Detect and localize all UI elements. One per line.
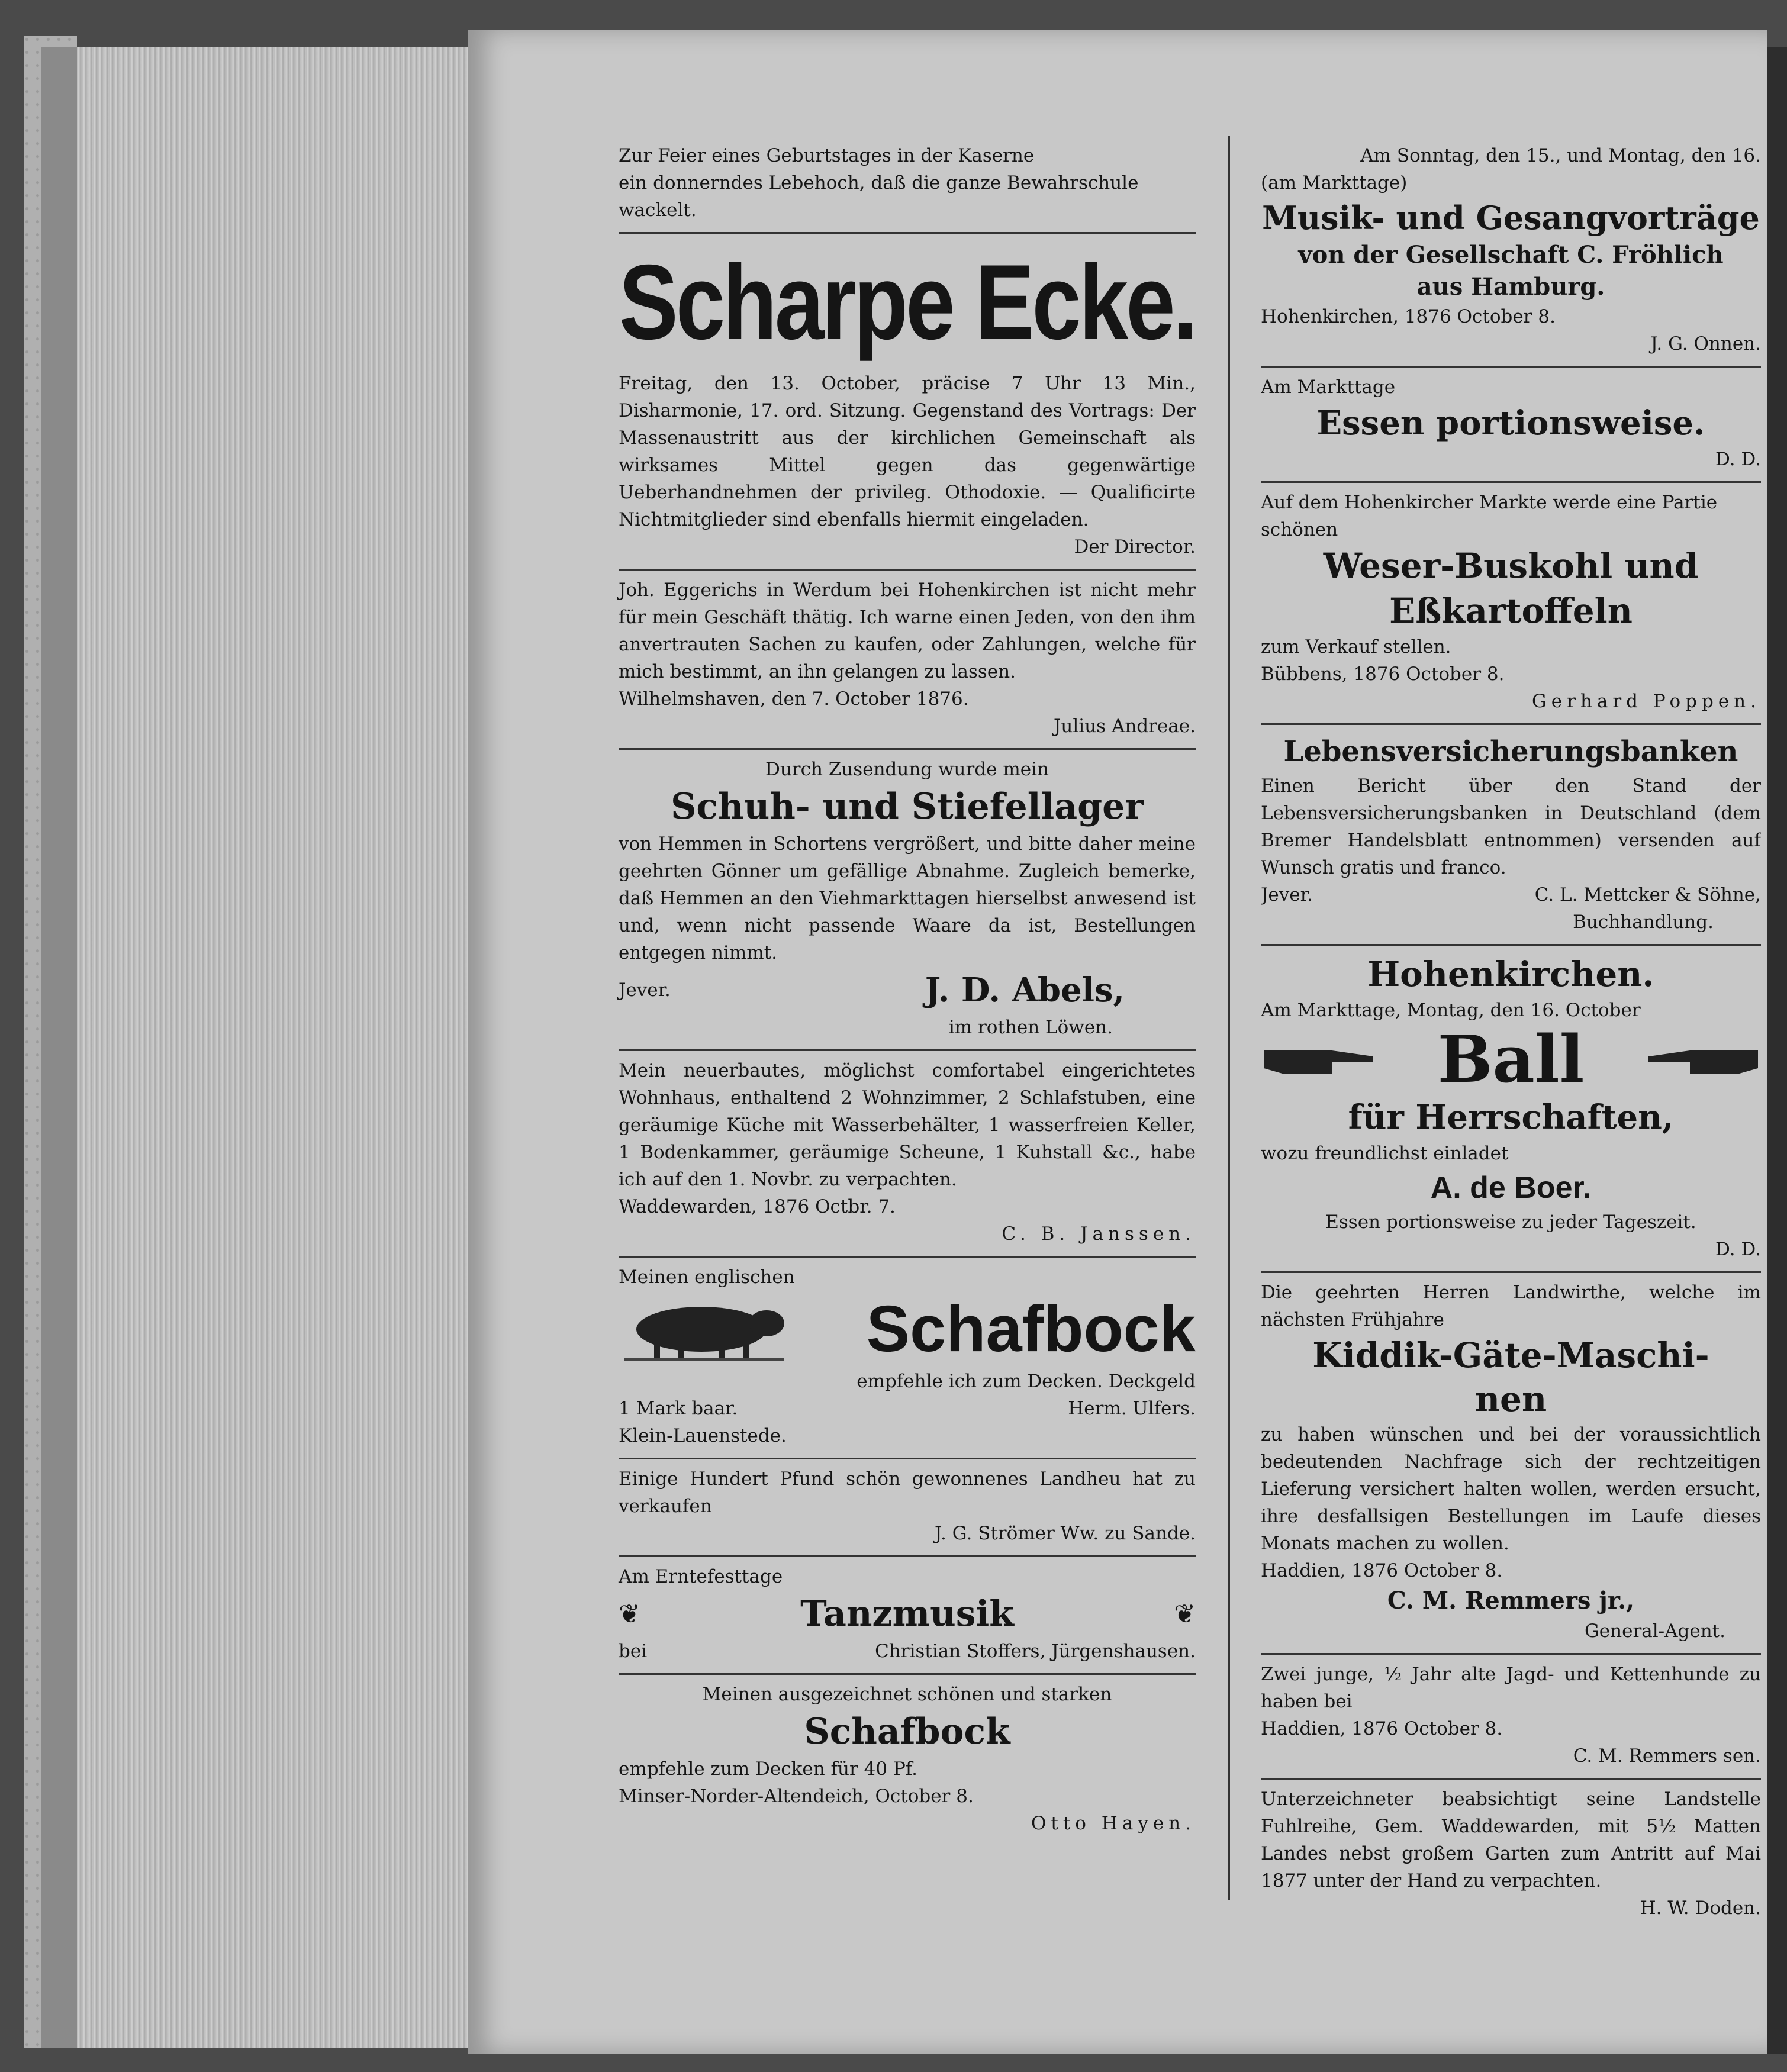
book-binding-right xyxy=(1767,47,1787,2054)
pointing-hand-right-icon xyxy=(1261,1033,1379,1086)
ad-headline: Lebensversicherungsbanken xyxy=(1283,735,1738,768)
ad-name: C. M. Remmers jr., xyxy=(1387,1587,1635,1615)
ad-intro: Am Markttage xyxy=(1261,376,1396,398)
ad-place: Minser-Norder-Altendeich, October 8. xyxy=(619,1786,974,1807)
ad-headline: Eßkartoffeln xyxy=(1389,591,1633,631)
right-column xyxy=(1261,136,1761,1930)
ad-sub: für Herrschaften, xyxy=(1348,1098,1674,1137)
ad-signature: Julius Andreae. xyxy=(1054,716,1196,737)
ad-lebensversicherung xyxy=(1261,725,1761,946)
ad-body: empfehle ich zum Decken. Deckgeld xyxy=(857,1371,1196,1392)
ad-intro: Am Sonntag, den 15., und Montag, den 16. xyxy=(1360,145,1761,166)
book-page-stack xyxy=(41,47,503,2048)
ad-signature: Gerhard Poppen. xyxy=(1531,691,1761,712)
ad-schafbock-2 xyxy=(619,1675,1196,1845)
ornament-right-icon: ❦ xyxy=(1174,1599,1196,1629)
ad-signature: J. G. Onnen. xyxy=(1650,333,1761,355)
ad-name: Christian Stoffers, Jürgenshausen. xyxy=(875,1641,1196,1662)
ad-headline: Musik- und Gesangvorträge xyxy=(1262,199,1760,237)
ad-signature: D. D. xyxy=(1715,1239,1761,1260)
ad-sub: im rothen Löwen. xyxy=(948,1017,1113,1038)
ad-place: Waddewarden, 1876 Octbr. 7. xyxy=(619,1196,896,1217)
ad-place: Hohenkirchen, 1876 October 8. xyxy=(1261,306,1556,327)
ad-place: Haddien, 1876 October 8. xyxy=(1261,1560,1503,1581)
ad-body: Unterzeichneter beabsichtigt seine Landstelle Fuhlreihe, Gem. Waddewarden, mit 5½ Matten Landes nebst großem Garten zum Antritt auf Mai 1877 unter der Hand zu verpachten. xyxy=(1261,1789,1761,1891)
ad-signature: Otto Hayen. xyxy=(1031,1813,1196,1834)
ad-bei: bei xyxy=(619,1641,648,1662)
ad-headline: Kiddik-Gäte-Maschi- xyxy=(1312,1335,1709,1375)
ad-place: Jever. xyxy=(1261,884,1313,906)
ad-tanzmusik xyxy=(619,1557,1196,1675)
ad-headline: Schafbock xyxy=(804,1711,1010,1752)
ad-body: Zwei junge, ½ Jahr alte Jagd- und Kettenhunde zu haben bei xyxy=(1261,1664,1761,1712)
ad-line: wackelt. xyxy=(619,199,697,221)
ad-signature: J. G. Strömer Ww. zu Sande. xyxy=(935,1523,1196,1544)
ad-birthday xyxy=(619,136,1196,234)
ad-intro: Meinen ausgezeichnet schönen und starken xyxy=(702,1684,1112,1705)
ad-headline: Weser-Buskohl und xyxy=(1323,546,1699,586)
ad-line: ein donnerndes Lebehoch, daß die ganze Bewahrschule xyxy=(619,172,1139,194)
left-column xyxy=(619,136,1196,1845)
ad-place: Wilhelmshaven, den 7. October 1876. xyxy=(619,688,969,710)
ad-body: Einen Bericht über den Stand der Lebensversicherungsbanken in Deutschland (dem Bremer Handelsblatt entnommen) versenden auf Wunsch gratis und franco. xyxy=(1261,775,1761,878)
ad-intro: Am Markttage, Montag, den 16. October xyxy=(1261,1000,1641,1021)
pointing-hand-left-icon xyxy=(1643,1033,1761,1086)
ad-intro: Durch Zusendung wurde mein xyxy=(765,759,1049,780)
ad-body: Joh. Eggerichs in Werdum bei Hohenkirchen ist nicht mehr für mein Geschäft thätig. Ich warne einen Jeden, von den ihm anvertrauten Sachen zu kaufen, oder Zahlungen, welche für mich bestimmt, an ihn gelangen zu lassen. xyxy=(619,579,1196,682)
ad-body: Die geehrten Herren Landwirthe, welche im nächsten Frühjahre xyxy=(1261,1282,1761,1330)
ad-headline: nen xyxy=(1474,1379,1547,1419)
ad-signature: C. M. Remmers sen. xyxy=(1573,1745,1761,1767)
ad-maschinen xyxy=(1261,1273,1761,1655)
ad-musik xyxy=(1261,136,1761,368)
ad-body: zu haben wünschen und bei der voraussichtlich bedeutenden Nachfrage sich der rechtzeitigen Lieferung versichert halten wollen, werden ersucht, ihre desfallsigen Bestellungen im Laufe dieses Monats machen zu wollen. xyxy=(1261,1424,1761,1554)
ad-name: A. de Boer. xyxy=(1430,1171,1592,1205)
ad-headline: Hohenkirchen. xyxy=(1367,954,1654,994)
ad-headline: Schafbock xyxy=(866,1293,1196,1365)
column-divider xyxy=(1228,136,1230,1900)
ad-house-rent xyxy=(619,1051,1196,1258)
ad-place: Haddien, 1876 October 8. xyxy=(1261,1718,1503,1739)
ad-buskohl xyxy=(1261,483,1761,725)
ad-headline: Essen portionsweise. xyxy=(1316,404,1705,443)
ad-schafbock-1 xyxy=(619,1258,1196,1459)
ad-warning xyxy=(619,571,1196,750)
ad-name: Herm. Ulfers. xyxy=(1068,1398,1196,1419)
ad-sub: aus Hamburg. xyxy=(1416,273,1605,301)
ad-name: C. L. Mettcker & Söhne, xyxy=(1534,884,1761,906)
ad-price: 1 Mark baar. xyxy=(619,1398,738,1419)
ad-body: von Hemmen in Schortens vergrößert, und bitte daher meine geehrten Gönner um gefällige Abnahme. Zugleich bemerke, daß Hemmen an den Viehmarkttagen hierselbst anwesend ist und, wenn nicht passende Waare da ist, Bestellungen entgegen nimmt. xyxy=(619,833,1196,964)
ad-signature: D. D. xyxy=(1715,449,1761,470)
ad-intro: Auf dem Hohenkircher Markte werde eine Partie xyxy=(1261,492,1718,513)
ad-hay xyxy=(619,1459,1196,1557)
ad-place: Jever. xyxy=(619,979,671,1001)
ad-line: Zur Feier eines Geburtstages in der Kaserne xyxy=(619,145,1035,166)
ad-place: Klein-Lauenstede. xyxy=(619,1425,787,1446)
ad-headline: Schuh- und Stiefellager xyxy=(671,786,1144,827)
ad-ball xyxy=(1261,946,1761,1273)
ad-body: wozu freundlichst einladet xyxy=(1261,1143,1509,1164)
ad-body: Freitag, den 13. October, präcise 7 Uhr 13 Min., Disharmonie, 17. ord. Sitzung. Gegenstand des Vortrags: Der Massenaustritt aus der kirchlichen Gemeinschaft als wirksames Mittel gegen das gegenwärtige Ueberhandnehmen der privileg. Othodoxie. — Qualificirte Nichtmitglieder sind ebenfalls hiermit eingeladen. xyxy=(619,373,1196,530)
ad-landstelle xyxy=(1261,1780,1761,1930)
ad-name: J. D. Abels, xyxy=(925,971,1125,1010)
ad-headline: Scharpe Ecke. xyxy=(619,242,1196,362)
ad-essen xyxy=(1261,368,1761,483)
ad-intro: (am Markttage) xyxy=(1261,172,1408,194)
ornament-left-icon: ❦ xyxy=(619,1599,640,1629)
ad-body: zum Verkauf stellen. xyxy=(1261,636,1451,658)
ad-extra: Essen portionsweise zu jeder Tageszeit. xyxy=(1325,1211,1696,1233)
ad-headline: Ball xyxy=(1437,1021,1585,1097)
ad-signature: C. B. Janssen. xyxy=(1002,1223,1196,1245)
ad-signature: H. W. Doden. xyxy=(1640,1897,1761,1919)
ad-sub: Buchhandlung. xyxy=(1573,911,1714,933)
ad-sub: von der Gesellschaft C. Fröhlich xyxy=(1298,241,1724,269)
ad-body: Einige Hundert Pfund schön gewonnenes Landheu hat zu verkaufen xyxy=(619,1468,1196,1517)
sheep-icon xyxy=(619,1297,796,1362)
ad-signature: Der Director. xyxy=(1074,536,1196,558)
ad-intro: schönen xyxy=(1261,519,1338,540)
ad-body: Mein neuerbautes, möglichst comfortabel eingerichtetes Wohnhaus, enthaltend 2 Wohnzimmer, 2 Schlafstuben, eine geräumige Küche mit Wasserbehälter, 1 wasserfreien Keller, 1 Bodenkammer, geräumige Scheune, 1 Kuhstall &c., habe ich auf den 1. Novbr. zu verpachten. xyxy=(619,1060,1196,1190)
ad-place: Bübbens, 1876 October 8. xyxy=(1261,663,1505,685)
ad-intro: Am Erntefesttage xyxy=(619,1566,783,1587)
ad-intro: Meinen englischen xyxy=(619,1267,795,1288)
ad-body: empfehle zum Decken für 40 Pf. xyxy=(619,1758,918,1780)
ad-headline: Tanzmusik xyxy=(800,1593,1014,1635)
ad-hunde xyxy=(1261,1655,1761,1780)
ad-shoe-store xyxy=(619,750,1196,1051)
ad-sub: General-Agent. xyxy=(1585,1620,1725,1642)
ad-scharpe-ecke xyxy=(619,234,1196,571)
